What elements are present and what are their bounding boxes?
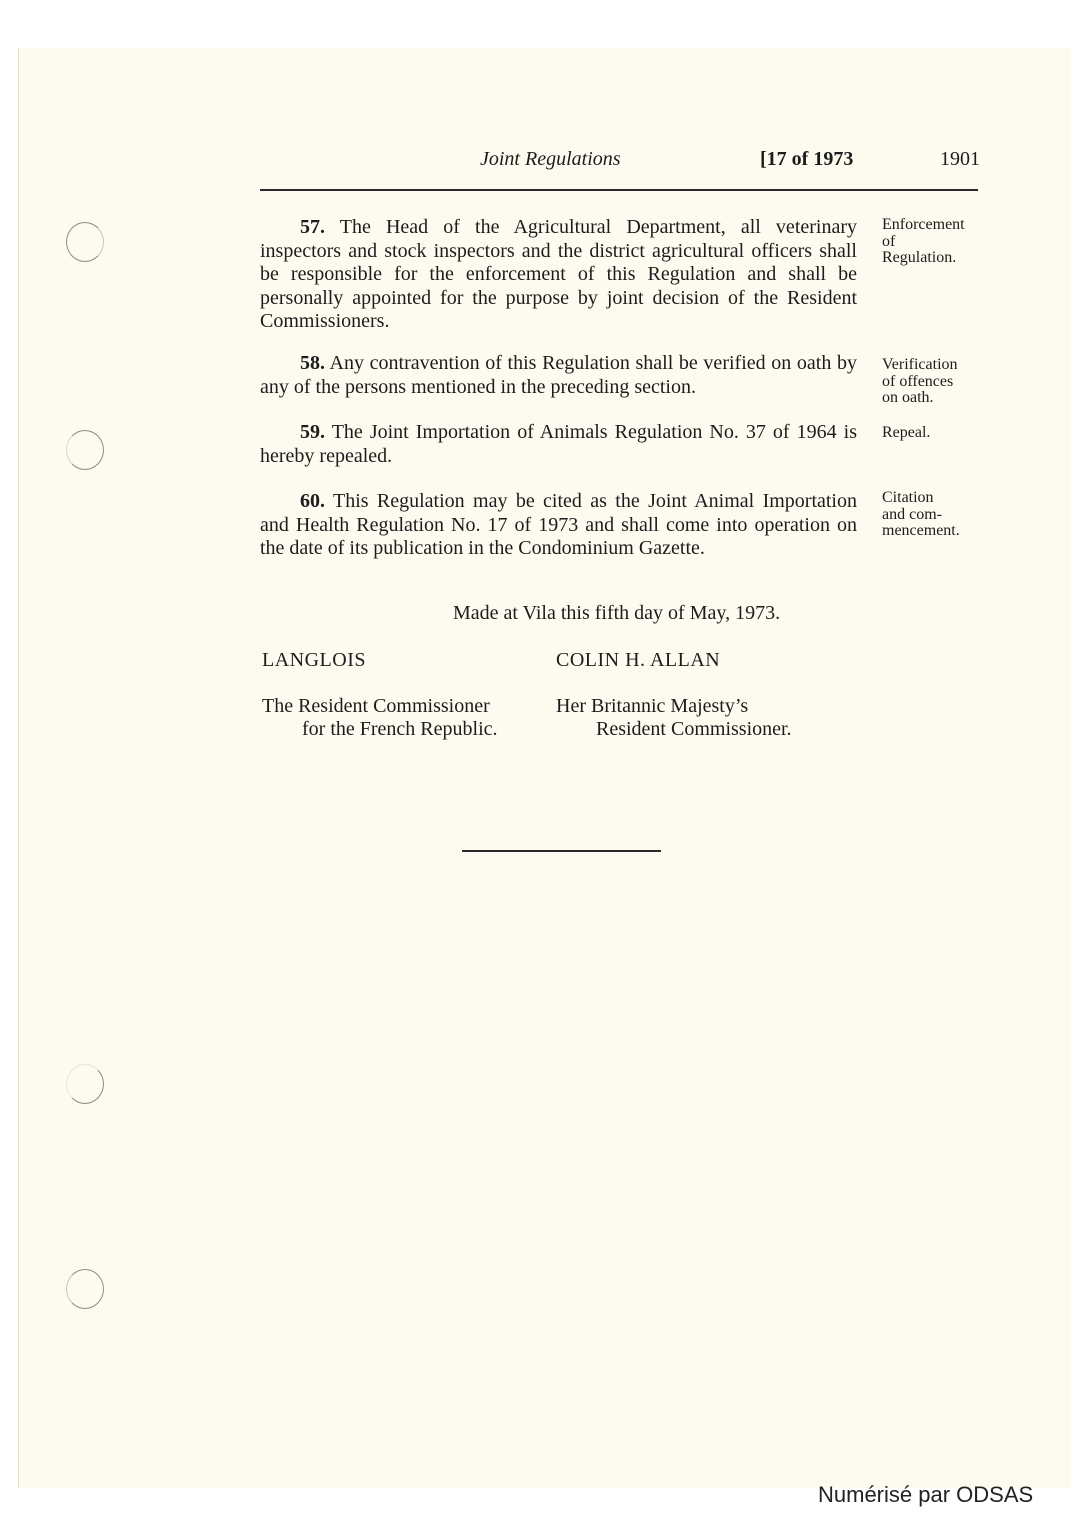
section-text: This Regulation may be cited as the Joint Animal Importation and Health Regulation No. 17 of 1973 and shall come into operation on the date of its publication in the Condominium Gazette. — [260, 490, 857, 559]
binder-hole — [66, 1269, 104, 1309]
digitization-stamp: Numérisé par ODSAS — [818, 1482, 1034, 1507]
margin-note-line: Citation — [882, 489, 934, 506]
section-number: 57. — [300, 216, 325, 238]
section-text: The Joint Importation of Animals Regulation No. 37 of 1964 is hereby repealed. — [260, 421, 858, 467]
section-text: The Head of the Agricultural Department, all veterinary inspectors and stock inspectors and the district agricultural officers shall be responsible for the enforcement of this Regulation and shall be personally appointed for the purpose by joint decision of the Resident Commissioners. — [260, 216, 857, 332]
margin-note-line: mencement. — [882, 522, 960, 539]
signatory-title-right — [556, 695, 792, 741]
closing-rule — [462, 850, 661, 852]
section-number: 58. — [300, 352, 325, 374]
margin-note-line: Enforcement — [882, 216, 965, 233]
margin-note-line: of — [882, 232, 896, 250]
margin-note-line: on oath. — [882, 389, 934, 406]
binder-hole — [66, 222, 104, 262]
section-60 — [260, 490, 857, 561]
page-number: 1901 — [940, 148, 980, 170]
margin-note-line: Regulation. — [882, 249, 957, 266]
title-line: Her Britannic Majesty’s — [556, 695, 749, 717]
binder-hole — [66, 430, 104, 470]
margin-note-line: Repeal. — [882, 424, 931, 441]
made-at-line: Made at Vila this fifth day of May, 1973. — [453, 602, 781, 624]
section-58 — [260, 352, 857, 399]
signatory-name-left: LANGLOIS — [262, 649, 366, 671]
section-59 — [260, 421, 857, 468]
title-line: The Resident Commissioner — [262, 695, 490, 717]
signatory-name-right: COLIN H. ALLAN — [556, 649, 721, 671]
section-number: 59. — [300, 421, 325, 443]
running-header-title: Joint Regulations — [480, 148, 621, 170]
title-line: Resident Commissioner. — [596, 718, 792, 740]
section-57 — [260, 216, 857, 334]
title-line: for the French Republic. — [302, 718, 498, 740]
margin-note-repeal — [882, 425, 992, 442]
margin-note-line: and com- — [882, 505, 942, 523]
margin-note-line: Verification — [882, 356, 958, 373]
signatory-title-left — [262, 695, 498, 741]
section-number: 60. — [300, 490, 325, 512]
running-header-regulation-number: [17 of 1973 — [760, 148, 854, 170]
margin-note-citation — [882, 490, 992, 540]
section-text: Any contravention of this Regulation shall be verified on oath by any of the persons mentioned in the preceding section. — [260, 352, 857, 398]
margin-note-enforcement — [882, 217, 992, 267]
margin-note-line: of offences — [882, 372, 954, 390]
binder-hole — [66, 1064, 104, 1104]
header-rule — [260, 189, 978, 191]
margin-note-verification — [882, 357, 992, 407]
